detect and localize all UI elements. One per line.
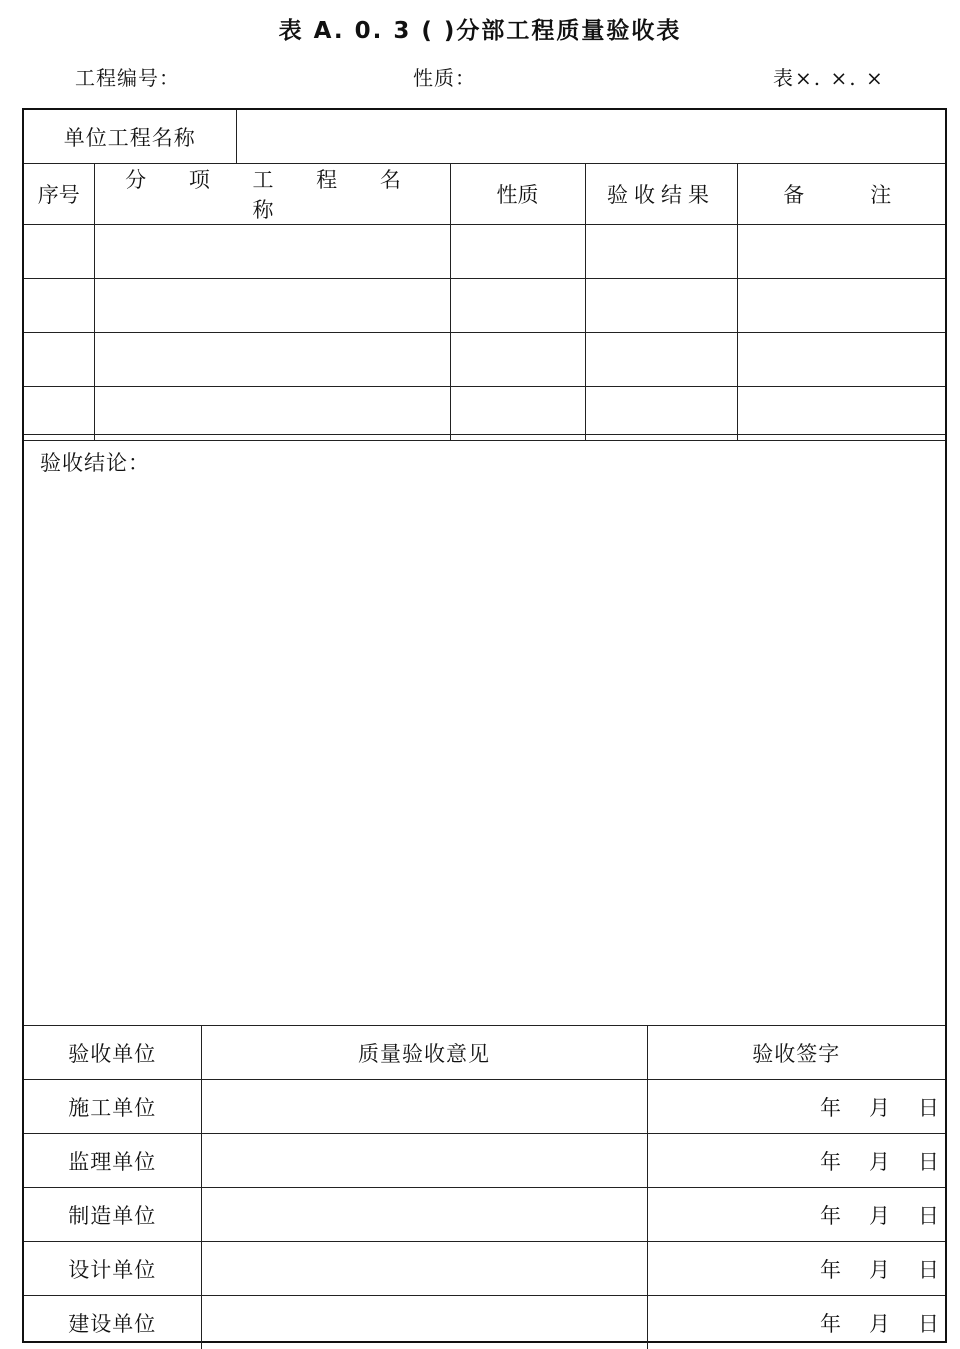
day-label: 日 <box>918 1254 939 1284</box>
signature-field[interactable] <box>647 1242 945 1296</box>
cell-remark[interactable] <box>737 387 945 441</box>
project-number-label: 工程编号： <box>75 62 180 91</box>
signature-field[interactable] <box>647 1080 945 1134</box>
items-header-row <box>24 164 945 225</box>
cell-remark[interactable] <box>737 279 945 333</box>
day-label: 日 <box>918 1200 939 1230</box>
table-row <box>24 225 945 279</box>
form-title: 表 A. 0. 3 ( )分部工程质量验收表 <box>0 12 960 45</box>
form-frame <box>22 108 947 1343</box>
cell-remark[interactable] <box>737 333 945 387</box>
day-label: 日 <box>918 1092 939 1122</box>
opinion-field[interactable] <box>201 1296 647 1349</box>
year-label: 年 <box>820 1146 841 1176</box>
table-row <box>24 1188 945 1242</box>
col-header-result: 验收结果 <box>585 164 737 225</box>
col-header-remark: 备 注 <box>737 164 945 225</box>
cell-seq[interactable] <box>24 333 94 387</box>
unit-name: 设计单位 <box>24 1242 201 1296</box>
unit-project-row <box>24 110 945 164</box>
unit-name: 建设单位 <box>24 1296 201 1349</box>
opinion-field[interactable] <box>201 1080 647 1134</box>
table-row <box>24 333 945 387</box>
unit-name: 施工单位 <box>24 1080 201 1134</box>
signature-field[interactable] <box>647 1296 945 1349</box>
signature-field[interactable] <box>647 1134 945 1188</box>
col-header-opinion: 质量验收意见 <box>201 1026 647 1080</box>
cell-seq[interactable] <box>24 387 94 441</box>
cell-result[interactable] <box>585 333 737 387</box>
year-label: 年 <box>820 1092 841 1122</box>
cell-seq[interactable] <box>24 225 94 279</box>
opinion-field[interactable] <box>201 1242 647 1296</box>
year-label: 年 <box>820 1200 841 1230</box>
col-header-unit: 验收单位 <box>24 1026 201 1080</box>
month-label: 月 <box>869 1308 890 1338</box>
month-label: 月 <box>869 1092 890 1122</box>
unit-project-label: 单位工程名称 <box>24 110 236 164</box>
table-row <box>24 1080 945 1134</box>
cell-result[interactable] <box>585 387 737 441</box>
month-label: 月 <box>869 1146 890 1176</box>
opinion-field[interactable] <box>201 1134 647 1188</box>
col-header-seq: 序号 <box>24 164 94 225</box>
col-header-nature: 性质 <box>450 164 585 225</box>
cell-item-name[interactable] <box>94 225 450 279</box>
cell-nature[interactable] <box>450 279 585 333</box>
cell-remark[interactable] <box>737 225 945 279</box>
conclusion-area[interactable] <box>24 434 945 1025</box>
table-row <box>24 1242 945 1296</box>
cell-nature[interactable] <box>450 225 585 279</box>
items-table <box>24 110 945 441</box>
unit-name: 制造单位 <box>24 1188 201 1242</box>
table-row <box>24 1134 945 1188</box>
cell-item-name[interactable] <box>94 387 450 441</box>
signature-field[interactable] <box>647 1188 945 1242</box>
signature-header-row <box>24 1026 945 1080</box>
day-label: 日 <box>918 1308 939 1338</box>
table-row <box>24 387 945 441</box>
nature-label: 性质： <box>413 62 476 91</box>
year-label: 年 <box>820 1254 841 1284</box>
year-label: 年 <box>820 1308 841 1338</box>
month-label: 月 <box>869 1254 890 1284</box>
day-label: 日 <box>918 1146 939 1176</box>
cell-nature[interactable] <box>450 333 585 387</box>
col-header-signature: 验收签字 <box>647 1026 945 1080</box>
signature-table <box>24 1025 945 1349</box>
opinion-field[interactable] <box>201 1188 647 1242</box>
unit-name: 监理单位 <box>24 1134 201 1188</box>
cell-nature[interactable] <box>450 387 585 441</box>
conclusion-label: 验收结论： <box>40 447 150 477</box>
unit-project-field[interactable] <box>236 110 945 164</box>
cell-result[interactable] <box>585 279 737 333</box>
cell-item-name[interactable] <box>94 279 450 333</box>
col-header-item-name: 分 项 工 程 名 称 <box>94 164 450 225</box>
month-label: 月 <box>869 1200 890 1230</box>
table-row <box>24 1296 945 1349</box>
cell-item-name[interactable] <box>94 333 450 387</box>
cell-result[interactable] <box>585 225 737 279</box>
table-row <box>24 279 945 333</box>
cell-seq[interactable] <box>24 279 94 333</box>
table-number: 表×. ×. × <box>773 62 885 91</box>
